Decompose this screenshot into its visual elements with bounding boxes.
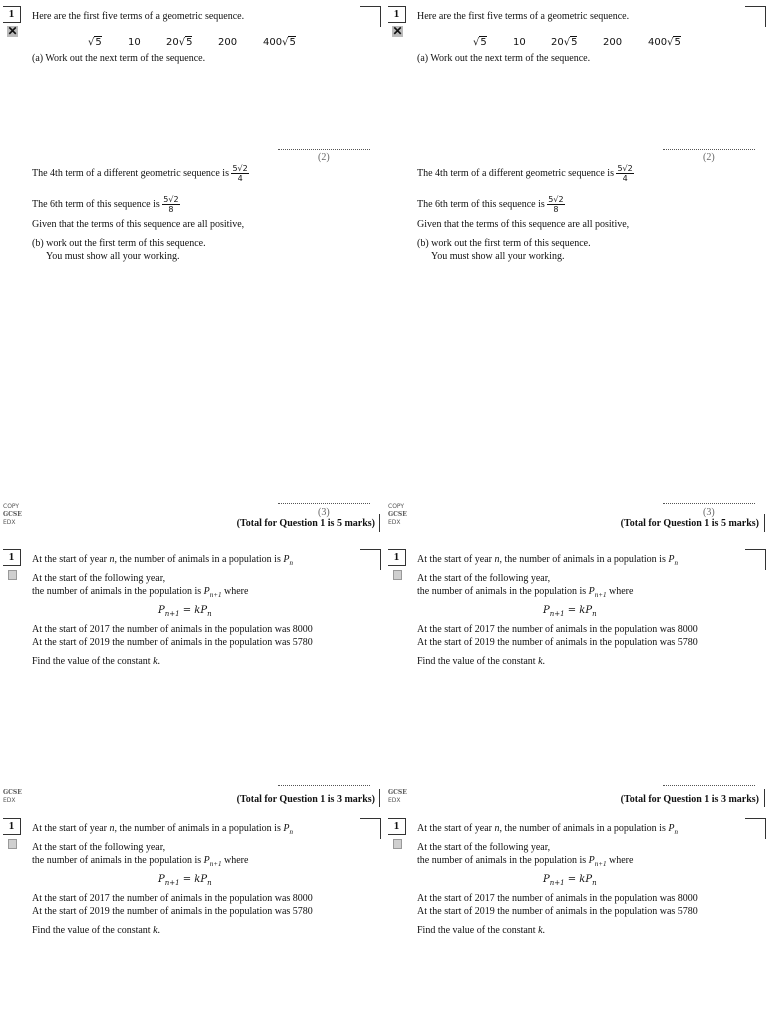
recurrence-equation: $P_{n+1} = kP_n$ bbox=[158, 605, 212, 618]
calculator-icon bbox=[8, 570, 17, 580]
sixth-term-line: The 6th term of this sequence is $\frac{5√2}{8}$ bbox=[417, 195, 564, 214]
panel-corner bbox=[745, 6, 766, 27]
branding-left: COPY GCSE EDX bbox=[3, 503, 22, 526]
branding-mid-right: GCSE EDX bbox=[388, 789, 407, 804]
recurrence-equation: $P_{n+1} = kP_n$ bbox=[543, 605, 597, 618]
total-rule-mid-left bbox=[379, 789, 380, 807]
line-2: At the start of the following year, bbox=[417, 842, 551, 853]
term-3: 20√5 bbox=[551, 37, 578, 48]
line-1: At the start of year n, the number of animals in a population is $P_n$ bbox=[32, 823, 293, 836]
term-4: 200 bbox=[603, 37, 623, 48]
line-3: the number of animals in the population is $P_{n+1}$ where bbox=[32, 586, 249, 599]
marks-b-right: (3) bbox=[703, 507, 715, 518]
recurrence-equation: $P_{n+1} = kP_n$ bbox=[158, 874, 212, 887]
line-3: the number of animals in the population is $P_{n+1}$ where bbox=[417, 855, 634, 868]
term-4: 200 bbox=[218, 37, 238, 48]
part-b-text: (b) work out the first term of this sequence. bbox=[417, 238, 591, 249]
part-b-text: (b) work out the first term of this sequence. bbox=[32, 238, 206, 249]
fourth-term-line: The 4th term of a different geometric sequence is $\frac{5√2}{4}$ bbox=[32, 164, 248, 183]
part-a-text: (a) Work out the next term of the sequence. bbox=[417, 53, 591, 64]
line-4: At the start of 2017 the number of animals in the population was 8000 bbox=[32, 893, 313, 904]
panel-corner bbox=[360, 549, 381, 570]
total-rule-right bbox=[764, 514, 765, 532]
term-1: √5 bbox=[473, 37, 487, 48]
line-5: At the start of 2019 the number of animals in the population was 5780 bbox=[32, 906, 313, 917]
recurrence-equation: $P_{n+1} = kP_n$ bbox=[543, 874, 597, 887]
line-5: At the start of 2019 the number of animals in the population was 5780 bbox=[417, 637, 698, 648]
panel-corner bbox=[360, 6, 381, 27]
total-marks-left: (Total for Question 1 is 5 marks) bbox=[236, 518, 375, 529]
panel-corner bbox=[745, 549, 766, 570]
calculator-icon bbox=[393, 839, 402, 849]
no-calculator-icon: ✕ bbox=[392, 24, 403, 38]
given-text: Given that the terms of this sequence are all positive, bbox=[32, 219, 245, 230]
answer-line-b-right[interactable] bbox=[663, 503, 755, 504]
no-calculator-icon: ✕ bbox=[7, 24, 18, 38]
line-6: Find the value of the constant k. bbox=[32, 925, 161, 936]
question-number-box: 1 bbox=[388, 818, 406, 835]
question-number-box: 1 bbox=[388, 549, 406, 566]
show-working-text: You must show all your working. bbox=[431, 251, 565, 262]
term-2: 10 bbox=[513, 37, 526, 48]
question-number-box: 1 bbox=[3, 6, 21, 23]
question-panel-population-left bbox=[0, 549, 384, 779]
total-marks-right: (Total for Question 1 is 5 marks) bbox=[620, 518, 759, 529]
part-a-text: (a) Work out the next term of the sequence. bbox=[32, 53, 206, 64]
question-number-box: 1 bbox=[3, 818, 21, 835]
marks-a: (2) bbox=[703, 152, 715, 163]
line-6: Find the value of the constant k. bbox=[417, 656, 546, 667]
term-1: √5 bbox=[88, 37, 102, 48]
answer-line-a[interactable] bbox=[663, 149, 755, 150]
marks-a: (2) bbox=[318, 152, 330, 163]
sixth-term-fraction: $\frac{5√2}{8}$ bbox=[163, 195, 179, 214]
branding-right: COPY GCSE EDX bbox=[388, 503, 407, 526]
branding-mid-left: GCSE EDX bbox=[3, 789, 22, 804]
sixth-term-line: The 6th term of this sequence is $\frac{5√2}{8}$ bbox=[32, 195, 179, 214]
line-5: At the start of 2019 the number of animals in the population was 5780 bbox=[32, 637, 313, 648]
sixth-term-fraction: $\frac{5√2}{8}$ bbox=[548, 195, 564, 214]
total-rule-left bbox=[379, 514, 380, 532]
total-marks-mid-right: (Total for Question 1 is 3 marks) bbox=[620, 794, 759, 805]
term-5: 400√5 bbox=[263, 37, 296, 48]
line-6: Find the value of the constant k. bbox=[32, 656, 161, 667]
answer-line-a[interactable] bbox=[278, 149, 370, 150]
question-panel-population-right bbox=[385, 549, 768, 779]
line-1: At the start of year n, the number of animals in a population is $P_n$ bbox=[417, 823, 678, 836]
given-text: Given that the terms of this sequence are all positive, bbox=[417, 219, 630, 230]
fourth-term-fraction: $\frac{5√2}{4}$ bbox=[232, 164, 248, 183]
marks-b-left: (3) bbox=[318, 507, 330, 518]
fourth-term-line: The 4th term of a different geometric sequence is $\frac{5√2}{4}$ bbox=[417, 164, 633, 183]
line-5: At the start of 2019 the number of animals in the population was 5780 bbox=[417, 906, 698, 917]
show-working-text: You must show all your working. bbox=[46, 251, 180, 262]
line-3: the number of animals in the population is $P_{n+1}$ where bbox=[32, 855, 249, 868]
panel-corner bbox=[745, 818, 766, 839]
question-panel-geometric-left bbox=[0, 6, 384, 496]
calculator-icon bbox=[393, 570, 402, 580]
line-4: At the start of 2017 the number of animals in the population was 8000 bbox=[417, 893, 698, 904]
question-panel-population-bottom-left bbox=[0, 818, 384, 1018]
line-1: At the start of year n, the number of animals in a population is $P_n$ bbox=[417, 554, 678, 567]
question-number-box: 1 bbox=[3, 549, 21, 566]
term-3: 20√5 bbox=[166, 37, 193, 48]
line-3: the number of animals in the population is $P_{n+1}$ where bbox=[417, 586, 634, 599]
total-rule-mid-right bbox=[764, 789, 765, 807]
fourth-term-fraction: $\frac{5√2}{4}$ bbox=[617, 164, 633, 183]
line-2: At the start of the following year, bbox=[417, 573, 551, 584]
term-2: 10 bbox=[128, 37, 141, 48]
panel-corner bbox=[360, 818, 381, 839]
answer-line-mid-right[interactable] bbox=[663, 785, 755, 786]
line-4: At the start of 2017 the number of animals in the population was 8000 bbox=[32, 624, 313, 635]
line-2: At the start of the following year, bbox=[32, 842, 166, 853]
term-5: 400√5 bbox=[648, 37, 681, 48]
answer-line-b-left[interactable] bbox=[278, 503, 370, 504]
total-marks-mid-left: (Total for Question 1 is 3 marks) bbox=[236, 794, 375, 805]
line-4: At the start of 2017 the number of animals in the population was 8000 bbox=[417, 624, 698, 635]
question-panel-population-bottom-right bbox=[385, 818, 768, 1018]
calculator-icon bbox=[8, 839, 17, 849]
line-6: Find the value of the constant k. bbox=[417, 925, 546, 936]
intro-text: Here are the first five terms of a geometric sequence. bbox=[417, 11, 630, 22]
line-2: At the start of the following year, bbox=[32, 573, 166, 584]
answer-line-mid-left[interactable] bbox=[278, 785, 370, 786]
line-1: At the start of year n, the number of animals in a population is $P_n$ bbox=[32, 554, 293, 567]
question-panel-geometric-right bbox=[385, 6, 768, 496]
intro-text: Here are the first five terms of a geometric sequence. bbox=[32, 11, 245, 22]
question-number-box: 1 bbox=[388, 6, 406, 23]
